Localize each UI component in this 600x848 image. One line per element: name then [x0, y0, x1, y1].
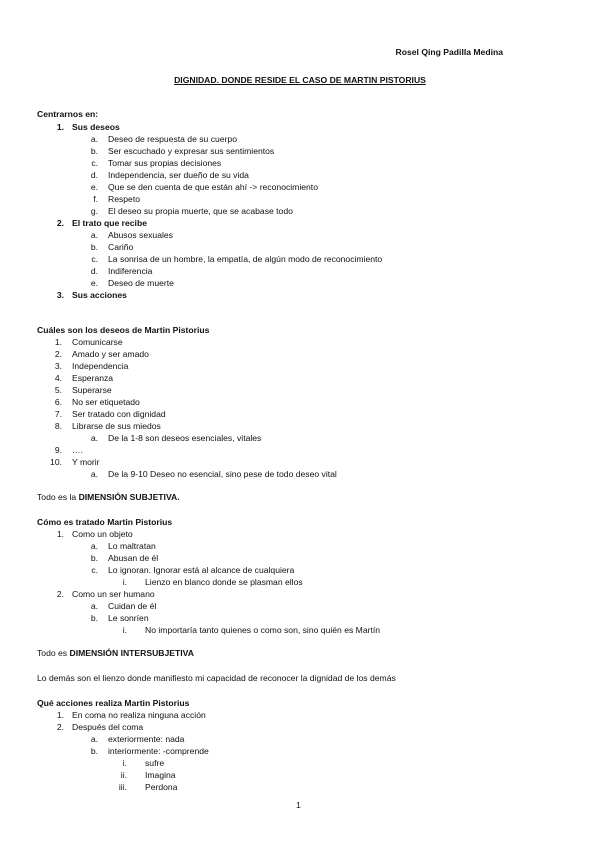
paragraph-emphasis: DIMENSIÓN INTERSUBJETIVA	[69, 648, 194, 658]
list-item: Lo maltratan	[108, 541, 156, 551]
list-number: 5.	[54, 385, 62, 395]
list-letter: g.	[90, 206, 98, 216]
list-number: 2.	[56, 722, 64, 732]
list-letter: c.	[91, 158, 98, 168]
list-item: Tomar sus propias decisiones	[108, 158, 222, 168]
list-item: Superarse	[72, 385, 112, 395]
paragraph-lienzo: Lo demás son el lienzo donde manifiesto mi capacidad de reconocer la dignidad de los demás	[37, 673, 396, 683]
list-roman: i.	[122, 758, 127, 768]
list-letter: a.	[90, 601, 98, 611]
list-item: Deseo de respuesta de su cuerpo	[108, 134, 237, 144]
list-item: Comunicarse	[72, 337, 123, 347]
list-letter: a.	[90, 230, 98, 240]
list-item: Librarse de sus miedos	[72, 421, 161, 431]
list-letter: a.	[90, 469, 98, 479]
list-item: El deseo su propia muerte, que se acabase todo	[108, 206, 293, 216]
list-item: Respeto	[108, 194, 141, 204]
section-heading-tratado: Cómo es tratado Martin Pistorius	[37, 517, 173, 527]
list-item: exteriormente: nada	[108, 734, 185, 744]
list-item: Indiferencia	[108, 266, 153, 276]
list-item: Ser escuchado y expresar sus sentimientos	[108, 146, 275, 156]
list-letter: d.	[90, 266, 98, 276]
list-number: 3.	[54, 361, 62, 371]
list-item: Como un objeto	[72, 529, 133, 539]
list-letter: b.	[90, 242, 98, 252]
list-item: Amado y ser amado	[72, 349, 149, 359]
list-letter: b.	[90, 146, 98, 156]
list-item: Independencia, ser dueño de su vida	[108, 170, 249, 180]
paragraph-dimension-intersubjetiva	[37, 648, 194, 659]
list-item: Deseo de muerte	[108, 278, 174, 288]
list-roman: i.	[122, 577, 127, 587]
list-letter: c.	[91, 565, 98, 575]
list-number: 1.	[56, 122, 64, 132]
list-letter: a.	[90, 541, 98, 551]
page-number: 1	[296, 800, 301, 810]
list-number: 7.	[54, 409, 62, 419]
list-letter: a.	[90, 134, 98, 144]
list-item: Independencia	[72, 361, 129, 371]
list-item: ….	[72, 445, 83, 455]
list-number: 1.	[56, 529, 64, 539]
list-roman: iii.	[118, 782, 127, 792]
list-letter: f.	[93, 194, 98, 204]
list-number: 8.	[54, 421, 62, 431]
list-letter: b.	[90, 746, 98, 756]
list-item: De la 9-10 Deseo no esencial, sino pese de todo deseo vital	[108, 469, 337, 479]
list-number: 6.	[54, 397, 62, 407]
list-letter: a.	[90, 734, 98, 744]
list-item: Cariño	[108, 242, 134, 252]
list-item: Ser tratado con dignidad	[72, 409, 166, 419]
list-item: No ser etiquetado	[72, 397, 140, 407]
list-number: 2.	[54, 349, 62, 359]
list-item: El trato que recibe	[72, 218, 147, 228]
list-item: En coma no realiza ninguna acción	[72, 710, 206, 720]
list-letter: e.	[90, 182, 98, 192]
list-item: De la 1-8 son deseos esenciales, vitales	[108, 433, 262, 443]
section-heading-centrarnos: Centrarnos en:	[37, 109, 99, 119]
list-item: Abusan de él	[108, 553, 159, 563]
list-item: Como un ser humano	[72, 589, 155, 599]
paragraph-text: Todo es la	[37, 492, 79, 502]
list-item: Abusos sexuales	[108, 230, 173, 240]
list-number: 4.	[54, 373, 62, 383]
list-item: Esperanza	[72, 373, 114, 383]
list-item: interiormente: -comprende	[108, 746, 209, 756]
section-heading-acciones: Qué acciones realiza Martin Pistorius	[37, 698, 190, 708]
section-heading-deseos: Cuáles son los deseos de Martin Pistorius	[37, 325, 210, 335]
list-number: 1.	[54, 337, 62, 347]
list-number: 9.	[54, 445, 62, 455]
list-letter: d.	[90, 170, 98, 180]
list-item: Perdona	[145, 782, 178, 792]
document-title: DIGNIDAD. DONDE RESIDE EL CASO DE MARTIN PISTORIUS	[174, 75, 426, 85]
list-number: 3.	[56, 290, 64, 300]
list-roman: ii.	[120, 770, 127, 780]
list-number: 1.	[56, 710, 64, 720]
list-item: sufre	[145, 758, 165, 768]
list-item: Lienzo en blanco donde se plasman ellos	[145, 577, 303, 587]
list-letter: b.	[90, 553, 98, 563]
list-item: Después del coma	[72, 722, 144, 732]
list-letter: c.	[91, 254, 98, 264]
paragraph-dimension-subjetiva	[37, 492, 180, 503]
list-item: Que se den cuenta de que están ahí -> reconocimiento	[108, 182, 318, 192]
list-item: Cuidan de él	[108, 601, 157, 611]
author-name: Rosel Qing Padilla Medina	[395, 47, 503, 57]
list-letter: b.	[90, 613, 98, 623]
paragraph-text: Todo es	[37, 648, 70, 658]
list-letter: a.	[90, 433, 98, 443]
list-item: La sonrisa de un hombre, la empatía, de algún modo de reconocimiento	[108, 254, 383, 264]
list-item: Sus acciones	[72, 290, 127, 300]
list-item: Le sonríen	[108, 613, 149, 623]
list-item: Imagina	[145, 770, 176, 780]
list-number: 2.	[56, 218, 64, 228]
list-item: Y morir	[72, 457, 100, 467]
list-letter: e.	[90, 278, 98, 288]
list-number: 10.	[50, 457, 62, 467]
list-roman: i.	[122, 625, 127, 635]
list-item: No importaría tanto quienes o como son, sino quién es Martín	[145, 625, 381, 635]
list-item: Sus deseos	[72, 122, 120, 132]
paragraph-emphasis: DIMENSIÓN SUBJETIVA.	[78, 492, 180, 502]
list-number: 2.	[56, 589, 64, 599]
list-item: Lo ignoran. Ignorar está al alcance de cualquiera	[108, 565, 295, 575]
